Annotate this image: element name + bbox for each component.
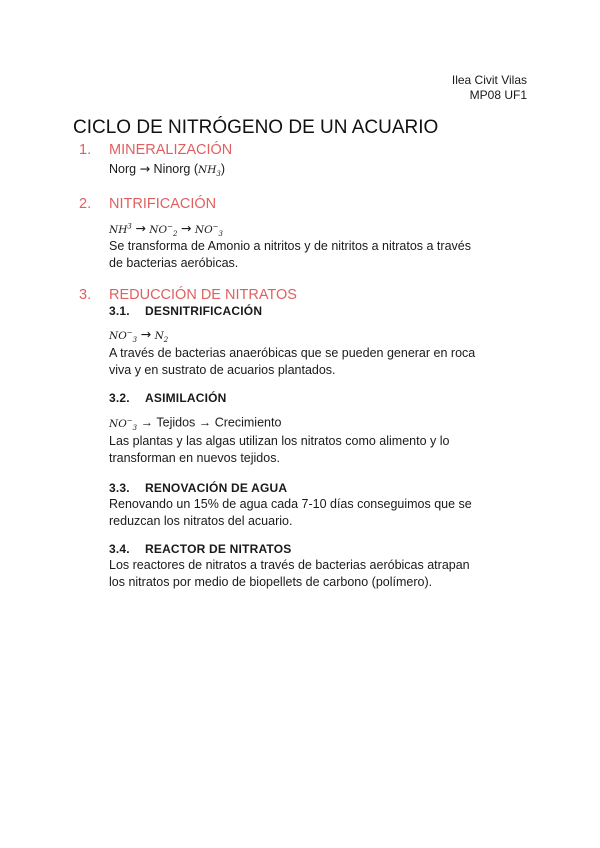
subsection-3-1-line-2: viva y en sustrato de acuarios plantados. [109, 362, 336, 377]
section-2-heading: NITRIFICACIÓN [109, 196, 217, 212]
subsection-3-4-text [109, 557, 470, 590]
subsection-3-1-number: 3.1. [109, 304, 130, 318]
arrow-icon: → [180, 220, 192, 236]
subsection-3-1-heading: DESNITRIFICACIÓN [145, 304, 263, 318]
no3-term: $NO^-_3$ [109, 416, 138, 432]
assimilation-chain: → Tejidos → Crecimiento [140, 415, 282, 430]
subsection-3-1-text [109, 345, 475, 378]
subsection-3-2-line-2: transforman en nuevos tejidos. [109, 450, 280, 465]
no3-term: $NO^-_3$ [109, 328, 138, 344]
arrow-icon: → [140, 326, 152, 342]
document-title: CICLO DE NITRÓGENO DE UN ACUARIO [73, 117, 439, 138]
ninorg-text: Ninorg ( [153, 162, 199, 176]
nh3-formula: $NH_3$ [198, 164, 221, 179]
author-block [452, 73, 527, 103]
subsection-3-4-line-2: los nitratos por medio de biopellets de carbono (polímero). [109, 574, 433, 589]
section-2-number: 2. [79, 196, 92, 212]
section-2-line-2: de bacterias aeróbicas. [109, 255, 239, 270]
subsection-3-2-number: 3.2. [109, 391, 130, 405]
subsection-3-3-text [109, 496, 472, 529]
close-paren: ) [220, 162, 226, 176]
norg-text: Norg [109, 162, 137, 176]
subsection-3-2-line-1: Las plantas y las algas utilizan los nitratos como alimento y lo [109, 434, 450, 448]
subsection-3-3-number: 3.3. [109, 481, 130, 495]
subsection-3-3-heading: RENOVACIÓN DE AGUA [145, 481, 288, 495]
subsection-3-3-line-2: reduzcan los nitratos del acuario. [109, 513, 293, 528]
section-3-heading: REDUCCIÓN DE NITRATOS [109, 287, 297, 303]
arrow-icon: → [135, 220, 146, 236]
subsection-3-4-line-1: Los reactores de nitratos a través de bacterias aeróbicas atrapan [109, 558, 470, 572]
no2-term: $NO^-_2$ [149, 222, 178, 238]
subsection-3-2-heading: ASIMILACIÓN [145, 391, 227, 405]
section-2-line-1: Se transforma de Amonio a nitritos y de nitritos a nitratos a través [109, 239, 471, 253]
no3-term: $NO^-_3$ [194, 222, 224, 238]
arrow-icon: → [139, 161, 151, 176]
course-code: MP08 UF1 [469, 88, 527, 102]
section-3-number: 3. [79, 287, 92, 303]
nh3-term: $NH^3$ [109, 222, 132, 236]
section-1-formula [109, 161, 225, 183]
subsection-3-1-line-1: A través de bacterias anaeróbicas que se pueden generar en roca [109, 346, 476, 360]
subsection-3-2-text [109, 433, 449, 466]
section-2-text [109, 238, 471, 271]
subsection-3-3-line-1: Renovando un 15% de agua cada 7-10 días conseguimos que se [109, 497, 472, 511]
section-1-heading: MINERALIZACIÓN [109, 142, 233, 158]
author-name: Ilea Civit Vilas [451, 73, 527, 87]
n2-term: $N_2$ [154, 329, 169, 344]
subsection-3-4-heading: REACTOR DE NITRATOS [145, 542, 292, 556]
subsection-3-4-number: 3.4. [109, 542, 130, 556]
section-1-number: 1. [79, 142, 92, 158]
